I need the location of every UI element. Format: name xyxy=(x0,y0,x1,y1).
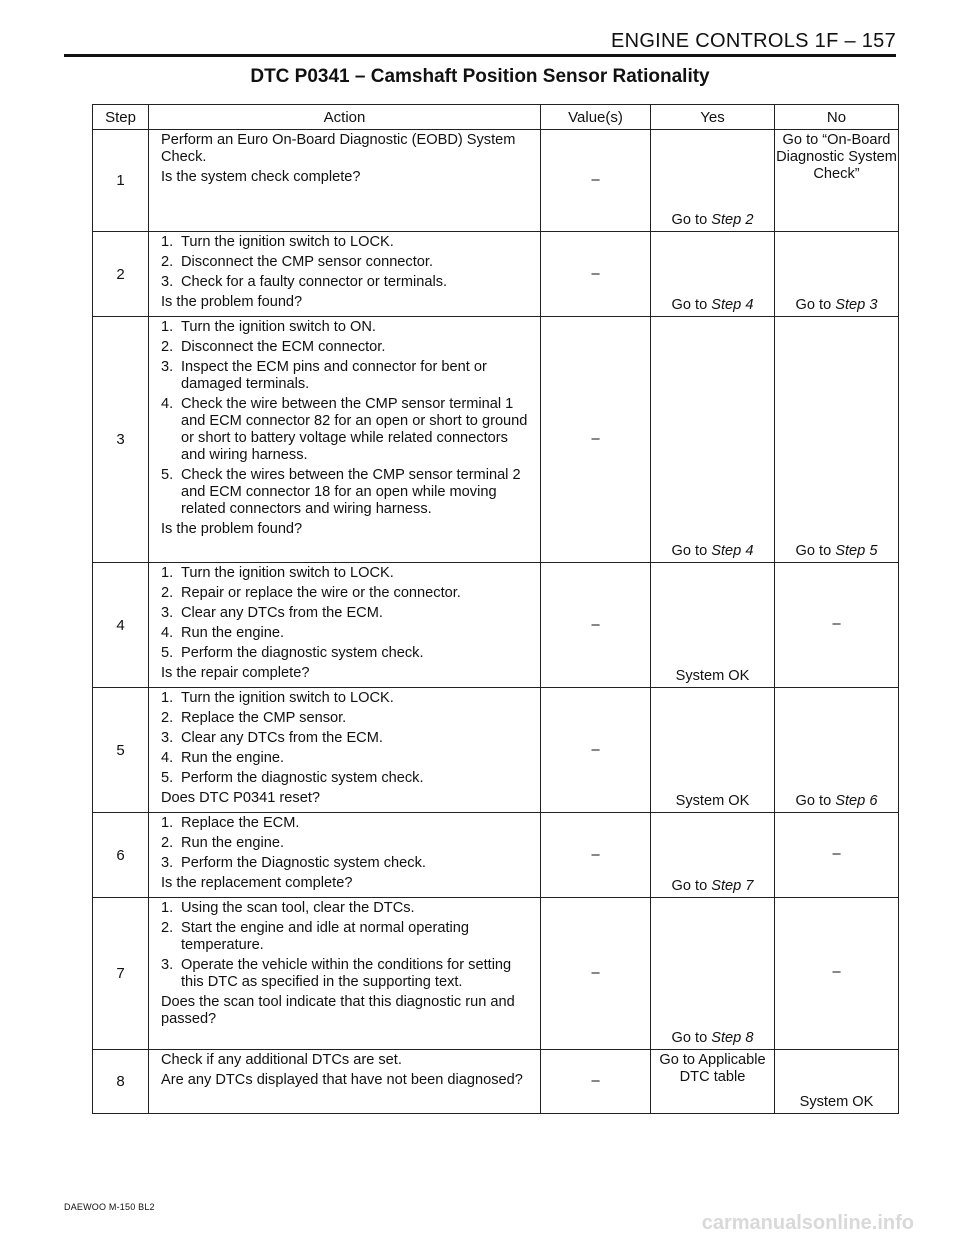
list-item xyxy=(161,396,534,464)
no-cell xyxy=(775,232,899,317)
list-item-number: 3. xyxy=(161,730,174,746)
list-item-text: Run the engine. xyxy=(181,625,285,641)
list-item xyxy=(161,234,534,251)
list-item-number: 3. xyxy=(161,855,174,871)
list-item-text: Check the wires between the CMP sensor terminal 2 and ECM connector 18 for an open while moving related connectors and wiring harness. xyxy=(181,467,521,517)
list-item-number: 5. xyxy=(161,467,174,483)
list-item xyxy=(161,359,534,393)
list-item xyxy=(161,467,534,518)
table-row xyxy=(93,130,899,232)
table-row xyxy=(93,232,899,317)
list-item xyxy=(161,835,534,852)
list-item xyxy=(161,920,534,954)
action-steps-list xyxy=(161,900,534,991)
value-cell: – xyxy=(541,317,651,563)
diagnostic-table xyxy=(92,104,899,1114)
action-question: Is the system check complete? xyxy=(161,169,361,185)
table-row xyxy=(93,688,899,813)
col-header-step: Step xyxy=(93,105,149,130)
list-item-number: 3. xyxy=(161,359,174,375)
step-number: 8 xyxy=(93,1050,149,1114)
list-item-number: 1. xyxy=(161,900,174,916)
list-item-text: Replace the CMP sensor. xyxy=(181,710,347,726)
action-cell xyxy=(149,563,541,688)
action-question: Is the problem found? xyxy=(161,521,303,537)
list-item-text: Turn the ignition switch to LOCK. xyxy=(181,690,394,706)
step-number: 1 xyxy=(93,130,149,232)
step-number: 4 xyxy=(93,563,149,688)
list-item-text: Inspect the ECM pins and connector for bent or damaged terminals. xyxy=(181,359,487,392)
list-item xyxy=(161,815,534,832)
list-item-number: 4. xyxy=(161,750,174,766)
yes-cell xyxy=(651,898,775,1050)
action-intro: Perform an Euro On-Board Diagnostic (EOBD) System Check. xyxy=(161,132,516,165)
goto-text: – xyxy=(832,964,841,980)
table-body xyxy=(93,130,899,1114)
step-number: 7 xyxy=(93,898,149,1050)
value-cell: – xyxy=(541,130,651,232)
goto-text: Go to xyxy=(671,878,712,894)
goto-text: Go to xyxy=(671,543,712,559)
value-cell: – xyxy=(541,813,651,898)
list-item xyxy=(161,605,534,622)
step-reference: Step 4 xyxy=(711,543,754,559)
action-question: Does DTC P0341 reset? xyxy=(161,790,320,806)
goto-text: System OK xyxy=(675,793,750,809)
list-item-text: Disconnect the ECM connector. xyxy=(181,339,386,355)
list-item-text: Clear any DTCs from the ECM. xyxy=(181,605,383,621)
list-item-text: Perform the diagnostic system check. xyxy=(181,645,424,661)
list-item xyxy=(161,957,534,991)
yes-cell xyxy=(651,813,775,898)
list-item xyxy=(161,730,534,747)
goto-text: Go to Applicable DTC table xyxy=(659,1052,766,1085)
table-row xyxy=(93,813,899,898)
step-number: 5 xyxy=(93,688,149,813)
goto-text: – xyxy=(832,845,841,862)
goto-text: Go to xyxy=(671,297,712,313)
step-number: 6 xyxy=(93,813,149,898)
col-header-action: Action xyxy=(149,105,541,130)
list-item-number: 5. xyxy=(161,770,174,786)
yes-cell xyxy=(651,232,775,317)
goto-text: – xyxy=(832,615,841,632)
list-item-text: Turn the ignition switch to ON. xyxy=(181,319,376,335)
list-item-text: Turn the ignition switch to LOCK. xyxy=(181,565,394,581)
action-cell xyxy=(149,688,541,813)
table-row xyxy=(93,1050,899,1114)
list-item xyxy=(161,565,534,582)
action-cell xyxy=(149,813,541,898)
goto-text: Go to “On-Board Diagnostic System Check” xyxy=(776,132,897,182)
action-intro: Check if any additional DTCs are set. xyxy=(161,1052,402,1068)
col-header-values: Value(s) xyxy=(541,105,651,130)
list-item xyxy=(161,690,534,707)
step-number: 3 xyxy=(93,317,149,563)
list-item-number: 2. xyxy=(161,339,174,355)
yes-cell xyxy=(651,130,775,232)
table-header-row xyxy=(93,105,899,130)
table-row xyxy=(93,898,899,1050)
page-title: DTC P0341 – Camshaft Position Sensor Rationality xyxy=(250,66,710,87)
list-item-text: Run the engine. xyxy=(181,835,285,851)
list-item-number: 4. xyxy=(161,396,174,412)
list-item-number: 4. xyxy=(161,625,174,641)
list-item-text: Perform the diagnostic system check. xyxy=(181,770,424,786)
step-reference: Step 7 xyxy=(711,878,754,894)
table-row xyxy=(93,563,899,688)
action-steps-list xyxy=(161,234,534,291)
list-item xyxy=(161,645,534,662)
list-item xyxy=(161,750,534,767)
list-item-text: Clear any DTCs from the ECM. xyxy=(181,730,383,746)
list-item-text: Operate the vehicle within the conditions for setting this DTC as specified in the supporting text. xyxy=(181,957,512,990)
action-cell xyxy=(149,898,541,1050)
list-item xyxy=(161,585,534,602)
list-item-text: Using the scan tool, clear the DTCs. xyxy=(181,900,415,916)
action-cell xyxy=(149,130,541,232)
action-question: Are any DTCs displayed that have not been diagnosed? xyxy=(161,1072,523,1088)
step-number: 2 xyxy=(93,232,149,317)
list-item xyxy=(161,855,534,872)
header-rule xyxy=(64,54,896,57)
yes-cell xyxy=(651,688,775,813)
action-steps-list xyxy=(161,815,534,872)
list-item-text: Start the engine and idle at normal operating temperature. xyxy=(181,920,470,953)
list-item-text: Check the wire between the CMP sensor terminal 1 and ECM connector 82 for an open or short to ground or short to battery voltage while related connectors and wiring harness. xyxy=(181,396,528,463)
no-cell xyxy=(775,898,899,1050)
action-cell xyxy=(149,232,541,317)
list-item-text: Repair or replace the wire or the connector. xyxy=(181,585,461,601)
list-item-number: 2. xyxy=(161,585,174,601)
list-item xyxy=(161,274,534,291)
list-item xyxy=(161,770,534,787)
list-item-number: 1. xyxy=(161,234,174,250)
step-reference: Step 3 xyxy=(835,297,878,313)
value-cell: – xyxy=(541,898,651,1050)
action-cell xyxy=(149,317,541,563)
footer-model: DAEWOO M-150 BL2 xyxy=(64,1202,155,1212)
list-item-number: 1. xyxy=(161,319,174,335)
action-question: Does the scan tool indicate that this diagnostic run and passed? xyxy=(161,994,515,1027)
goto-text: Go to xyxy=(795,543,836,559)
list-item-number: 3. xyxy=(161,957,174,973)
value-cell: – xyxy=(541,232,651,317)
list-item-number: 2. xyxy=(161,254,174,270)
list-item xyxy=(161,339,534,356)
section-page-number: ENGINE CONTROLS 1F – 157 xyxy=(610,30,896,52)
goto-text: Go to xyxy=(795,793,836,809)
list-item-number: 3. xyxy=(161,605,174,621)
list-item xyxy=(161,319,534,336)
goto-text: System OK xyxy=(799,1094,874,1110)
action-steps-list xyxy=(161,319,534,518)
list-item-number: 2. xyxy=(161,835,174,851)
list-item-number: 1. xyxy=(161,815,174,831)
no-cell xyxy=(775,317,899,563)
no-cell xyxy=(775,1050,899,1114)
step-reference: Step 5 xyxy=(835,543,878,559)
action-steps-list xyxy=(161,690,534,787)
col-header-no: No xyxy=(775,105,899,130)
action-question: Is the replacement complete? xyxy=(161,875,353,891)
list-item xyxy=(161,625,534,642)
list-item xyxy=(161,710,534,727)
goto-text: Go to xyxy=(671,212,712,228)
action-cell xyxy=(149,1050,541,1114)
step-reference: Step 6 xyxy=(835,793,878,809)
list-item-text: Perform the Diagnostic system check. xyxy=(181,855,426,871)
no-cell xyxy=(775,130,899,232)
yes-cell xyxy=(651,1050,775,1114)
list-item-number: 2. xyxy=(161,710,174,726)
list-item-number: 5. xyxy=(161,645,174,661)
action-steps-list xyxy=(161,565,534,662)
list-item-number: 2. xyxy=(161,920,174,936)
list-item-number: 3. xyxy=(161,274,174,290)
list-item xyxy=(161,900,534,917)
value-cell: – xyxy=(541,563,651,688)
list-item-text: Run the engine. xyxy=(181,750,285,766)
watermark: carmanualsonline.info xyxy=(701,1212,914,1234)
step-reference: Step 4 xyxy=(711,297,754,313)
step-reference: Step 2 xyxy=(711,212,754,228)
goto-text: System OK xyxy=(675,668,750,684)
list-item-number: 1. xyxy=(161,690,174,706)
action-question: Is the repair complete? xyxy=(161,665,310,681)
list-item-text: Check for a faulty connector or terminals. xyxy=(181,274,448,290)
list-item-text: Disconnect the CMP sensor connector. xyxy=(181,254,434,270)
step-reference: Step 8 xyxy=(711,1030,754,1046)
value-cell: – xyxy=(541,1050,651,1114)
yes-cell xyxy=(651,317,775,563)
table-row xyxy=(93,317,899,563)
list-item-text: Turn the ignition switch to LOCK. xyxy=(181,234,394,250)
no-cell xyxy=(775,813,899,898)
no-cell xyxy=(775,563,899,688)
action-question: Is the problem found? xyxy=(161,294,303,310)
goto-text: Go to xyxy=(795,297,836,313)
value-cell: – xyxy=(541,688,651,813)
yes-cell xyxy=(651,563,775,688)
list-item-text: Replace the ECM. xyxy=(181,815,300,831)
no-cell xyxy=(775,688,899,813)
goto-text: Go to xyxy=(671,1030,712,1046)
list-item xyxy=(161,254,534,271)
list-item-number: 1. xyxy=(161,565,174,581)
col-header-yes: Yes xyxy=(651,105,775,130)
